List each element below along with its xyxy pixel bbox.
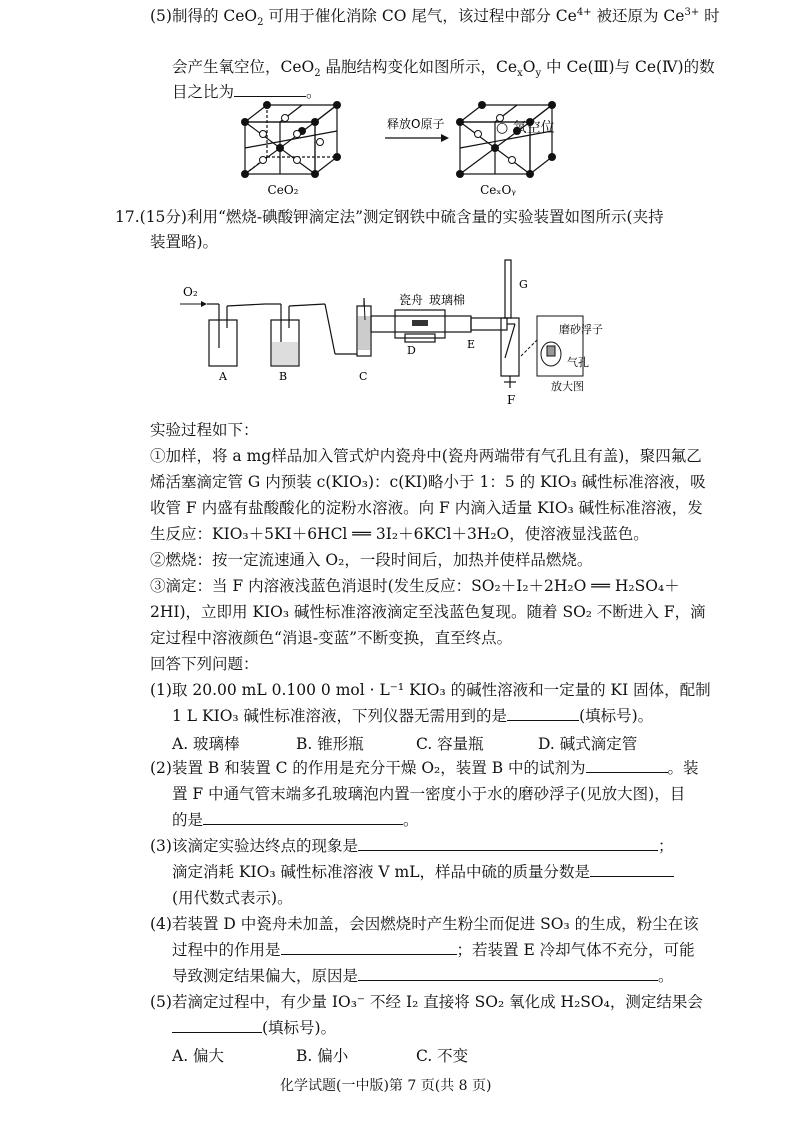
label-f: F	[507, 393, 516, 407]
absorber-f	[501, 318, 519, 388]
answer-title: 回答下列问题：	[150, 655, 259, 673]
oxygen-vacancy-legend: ○ 氧空位	[496, 120, 555, 136]
float-label: 磨砂浮子	[559, 323, 603, 336]
label-c: C	[359, 370, 368, 383]
s3-line1: (3)该滴定实验达终点的现象是 ；	[150, 837, 674, 855]
apparatus-figure	[175, 258, 675, 408]
boat-label: 瓷舟	[399, 293, 424, 307]
s5-option-b: B. 偏小	[296, 1047, 349, 1065]
p3-line3: 定过程中溶液颜色“消退-变蓝”不断变换，直至终点。	[150, 629, 513, 647]
s3-line2: 滴定消耗 KIO₃ 碱性标准溶液 V mL，样品中硫的质量分数是	[172, 862, 674, 882]
answer-blank[interactable]	[234, 82, 306, 97]
procedure-title: 实验过程如下：	[150, 421, 259, 439]
wool-label: 玻璃棉	[429, 293, 466, 307]
bottle-a	[207, 304, 265, 366]
burette-g	[505, 260, 511, 318]
cexoy-caption: CeₓOᵧ	[480, 183, 516, 197]
s3-blank-2[interactable]	[590, 862, 674, 877]
s5-option-c: C. 不变	[416, 1047, 469, 1065]
s3-line3: (用代数式表示)。	[172, 889, 293, 907]
s2-blank-2[interactable]	[203, 810, 403, 825]
s1-option-a: A. 玻璃棒	[172, 735, 240, 753]
p2-line: ②燃烧：按一定流速通入 O₂，一段时间后，加热并使样品燃烧。	[150, 551, 593, 569]
condenser-e	[471, 318, 515, 330]
s2-line2: 置 F 中通气管末端多孔玻璃泡内置一密度小于水的磨砂浮子(见放大图)，目	[172, 785, 686, 803]
q16-5-line3: 目之比为 。	[172, 83, 322, 101]
q17-header: 17.(15分)利用“燃烧-碘酸钾滴定法”测定钢铁中硫含量的实验装置如图所示(夹持	[115, 208, 664, 226]
s5-blank[interactable]	[172, 1018, 262, 1033]
s2-line1: (2)装置 B 和装置 C 的作用是充分干燥 O₂，装置 B 中的试剂为 。装	[150, 759, 699, 777]
s1-option-b: B. 锥形瓶	[296, 735, 364, 753]
p3-line1: ③滴定：当 F 内溶液浅蓝色消退时(发生反应：SO₂＋I₂＋2H₂O ══ H₂SO₄＋	[150, 577, 680, 595]
s1-option-c: C. 容量瓶	[416, 735, 484, 753]
hole-label: 气孔	[567, 356, 589, 369]
p1-line4: 生反应：KIO₃＋5KI＋6HCl ══ 3I₂＋6KCl＋3H₂O，使溶液显浅蓝色。	[150, 525, 649, 543]
label-g: G	[519, 278, 528, 291]
label-e: E	[467, 338, 476, 351]
s3-blank-1[interactable]	[358, 836, 658, 851]
s4-line3: 导致测定结果偏大，原因是 。	[172, 967, 674, 985]
page-footer: 化学试题(一中版)第 7 页(共 8 页)	[280, 1078, 492, 1094]
q16-5-line2: 会产生氧空位，CeO$_2$ 晶胞结构变化如图所示，$Ce_xO_y$ 中 Ce(Ⅲ)与 Ce(Ⅳ)的数	[172, 58, 715, 80]
s1-blank[interactable]	[507, 706, 579, 721]
s4-line2: 过程中的作用是 ；若装置 E 冷却气体不充分，可能	[172, 941, 695, 959]
ceo2-crystal-figure	[235, 100, 575, 200]
s1-line2: 1 L KIO₃ 碱性标准溶液，下列仪器无需用到的是 (填标号)。	[172, 707, 654, 725]
label-d: D	[407, 344, 416, 357]
s4-line1: (4)若装置 D 中瓷舟未加盖，会因燃烧时产生粉尘而促进 SO₃ 的生成，粉尘在该	[150, 915, 699, 933]
p3-line2: 2HI)，立即用 KIO₃ 碱性标准溶液滴定至浅蓝色复现。随着 SO₂ 不断进入 F，滴	[150, 603, 706, 621]
ceo2-cell	[245, 105, 337, 174]
p1-line1: ①加样，将 a mg样品加入管式炉内瓷舟中(瓷舟两端带有气孔且有盖)，聚四氟乙	[150, 447, 702, 465]
s1-option-d: D. 碱式滴定管	[538, 735, 638, 753]
q16-5-line1: (5)制得的 CeO$_2$ 可用于催化消除 CO 尾气，该过程中部分 $Ce^{4+}$ 被还原为 $Ce^{3+}$ 时	[150, 6, 720, 29]
arrow-label: 释放O原子	[387, 117, 445, 131]
ceo2-caption: CeO₂	[267, 183, 299, 197]
o2-label: O₂	[183, 285, 198, 299]
s5-option-a: A. 偏大	[172, 1047, 225, 1065]
s2-line3: 的是 。	[172, 811, 419, 829]
s4-blank-1[interactable]	[281, 940, 457, 955]
zoom-label: 放大图	[551, 380, 584, 393]
s5-line1: (5)若滴定过程中，有少量 IO₃⁻ 不经 I₂ 直接将 SO₂ 氧化成 H₂SO₄，测定结果会	[150, 993, 703, 1011]
s4-blank-2[interactable]	[358, 966, 658, 981]
s2-blank-1[interactable]	[586, 758, 668, 773]
label-b: B	[279, 370, 288, 383]
p1-line3: 收管 F 内盛有盐酸酸化的淀粉水溶液。向 F 内滴入适量 KIO₃ 碱性标准溶液，发	[150, 499, 703, 517]
s1-line1: (1)取 20.00 mL 0.100 0 mol · L⁻¹ KIO₃ 的碱性溶液和一定量的 KI 固体，配制	[150, 681, 711, 699]
q17-header2: 装置略)。	[150, 233, 219, 251]
s5-line2: (填标号)。	[172, 1018, 336, 1038]
p1-line2: 烯活塞滴定管 G 内预装 c(KIO₃)：c(KI)略小于 1：5 的 KIO₃ 碱性标准溶液，吸	[150, 473, 706, 491]
label-a: A	[219, 370, 227, 383]
